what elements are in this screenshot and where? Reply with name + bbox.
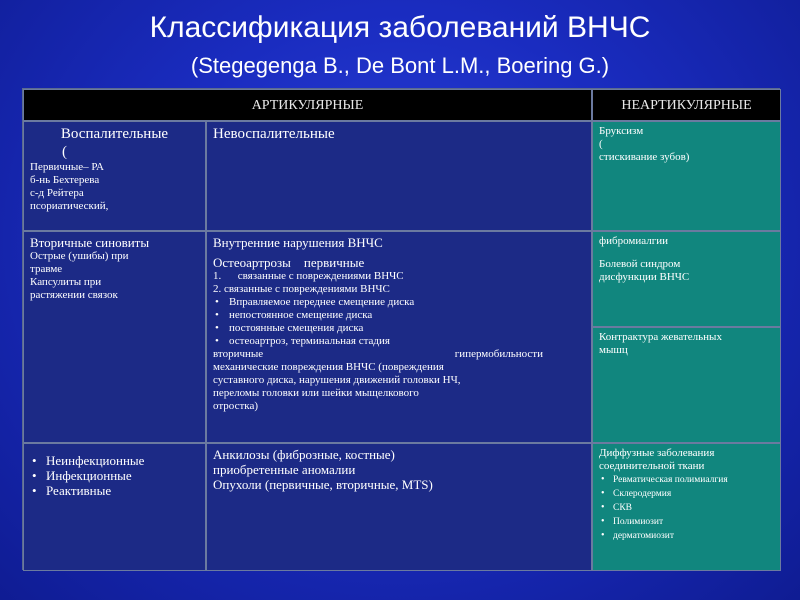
disc-bullet: • постоянные смещения диска: [213, 322, 585, 335]
numbered-item: 2. связанные с повреждениями ВНЧС: [213, 283, 390, 295]
secondary-hypermobility-line: [213, 348, 543, 361]
secondary-line: растяжении связок: [30, 289, 118, 301]
mechanical-line: суставного диска, нарушения движений головки НЧ,: [213, 374, 461, 386]
infection-types-list: [30, 453, 199, 498]
page-title: Классификация заболеваний ВНЧС: [149, 11, 651, 44]
inflammatory-item: с-д Рейтера: [30, 187, 84, 199]
infection-type: • Неинфекционные: [30, 453, 199, 468]
disc-bullet: • непостоянное смещение диска: [213, 309, 585, 322]
mechanical-line: механические повреждения ВНЧС (повреждения: [213, 361, 444, 373]
secondary-line: Острые (ушибы) при: [30, 250, 129, 262]
infection-type: • Реактивные: [30, 483, 199, 498]
inflammatory-item: б-нь Бехтерева: [30, 174, 100, 186]
inflammatory-cell: [23, 121, 206, 231]
disc-bullet: • остеоартроз, терминальная стадия: [213, 335, 585, 348]
fibromyalgia-label: фибромиалгии: [599, 235, 669, 247]
diffuse-disease-cell: [592, 443, 781, 571]
ankylosis-cell: [206, 443, 592, 571]
bruxism-cell: [592, 121, 781, 231]
secondary-synovitis-cell: [23, 231, 206, 443]
header-nonarticular: НЕАРТИКУЛЯРНЫЕ: [592, 89, 781, 121]
contracture-line: мышц: [599, 344, 628, 356]
noninflammatory-cell: [206, 121, 592, 231]
osteoarthrosis-label: Остеоартрозы: [213, 255, 291, 270]
secondary-label: вторичные: [213, 348, 264, 360]
infection-type: • Инфекционные: [30, 468, 199, 483]
internal-title: Внутренние нарушения ВНЧС: [213, 235, 383, 250]
hypermobility-label: гипермобильности: [454, 348, 543, 360]
classification-table: [22, 88, 780, 570]
bruxism-paren: (: [599, 138, 603, 150]
inflammatory-title: Воспалительные: [60, 126, 169, 142]
diffuse-title: соединительной ткани: [599, 460, 705, 472]
secondary-title: Вторичные синовиты: [30, 235, 150, 250]
header-articular: АРТИКУЛЯРНЫЕ: [23, 89, 592, 121]
pain-syndrome-line: дисфункции ВНЧС: [599, 271, 690, 283]
secondary-line: травме: [30, 263, 63, 275]
diffuse-item: • СКВ: [599, 501, 774, 515]
numbered-item: 1. связанные с повреждениями ВНЧС: [213, 270, 404, 282]
page-subtitle: (Stegegenga B., De Bont L.M., Boering G.): [190, 53, 610, 78]
inflammatory-paren: (: [62, 144, 67, 160]
infection-types-cell: [23, 443, 206, 571]
mechanical-line: отростка): [213, 400, 258, 412]
osteoarthrosis-line: [213, 255, 585, 270]
diffuse-item: • Склеродермия: [599, 487, 774, 501]
internal-disorders-cell: [206, 231, 592, 443]
pain-syndrome-line: Болевой синдром: [599, 258, 681, 270]
diffuse-item: • дерматомиозит: [599, 529, 774, 543]
bruxism-title: Бруксизм: [599, 125, 644, 137]
mechanical-line: переломы головки или шейки мыщелкового: [213, 387, 419, 399]
contracture-line: Контрактура жевательных: [599, 331, 722, 343]
bruxism-note: стискивание зубов): [599, 151, 690, 163]
contracture-cell: [592, 327, 781, 443]
noninflammatory-title: Невоспалительные: [213, 126, 335, 142]
fibromyalgia-cell: [592, 231, 781, 327]
osteoarthrosis-primary: первичные: [303, 255, 365, 270]
secondary-line: Капсулиты при: [30, 276, 102, 288]
inflammatory-item: Первичные– РА: [30, 161, 105, 173]
diffuse-item: • Ревматическая полимиалгия: [599, 473, 774, 487]
diffuse-list: [599, 473, 774, 543]
nonarticular-right-group: [592, 231, 781, 443]
ankylosis-line: Опухоли (первичные, вторичные, MTS): [213, 477, 433, 492]
disc-bullet: • Вправляемое переднее смещение диска: [213, 296, 585, 309]
diffuse-item: • Полимиозит: [599, 515, 774, 529]
disc-bullets: [213, 296, 585, 348]
ankylosis-line: приобретенные аномалии: [213, 462, 356, 477]
ankylosis-line: Анкилозы (фиброзные, костные): [213, 447, 395, 462]
diffuse-title: Диффузные заболевания: [599, 447, 715, 459]
inflammatory-item: псориатический,: [30, 200, 109, 212]
